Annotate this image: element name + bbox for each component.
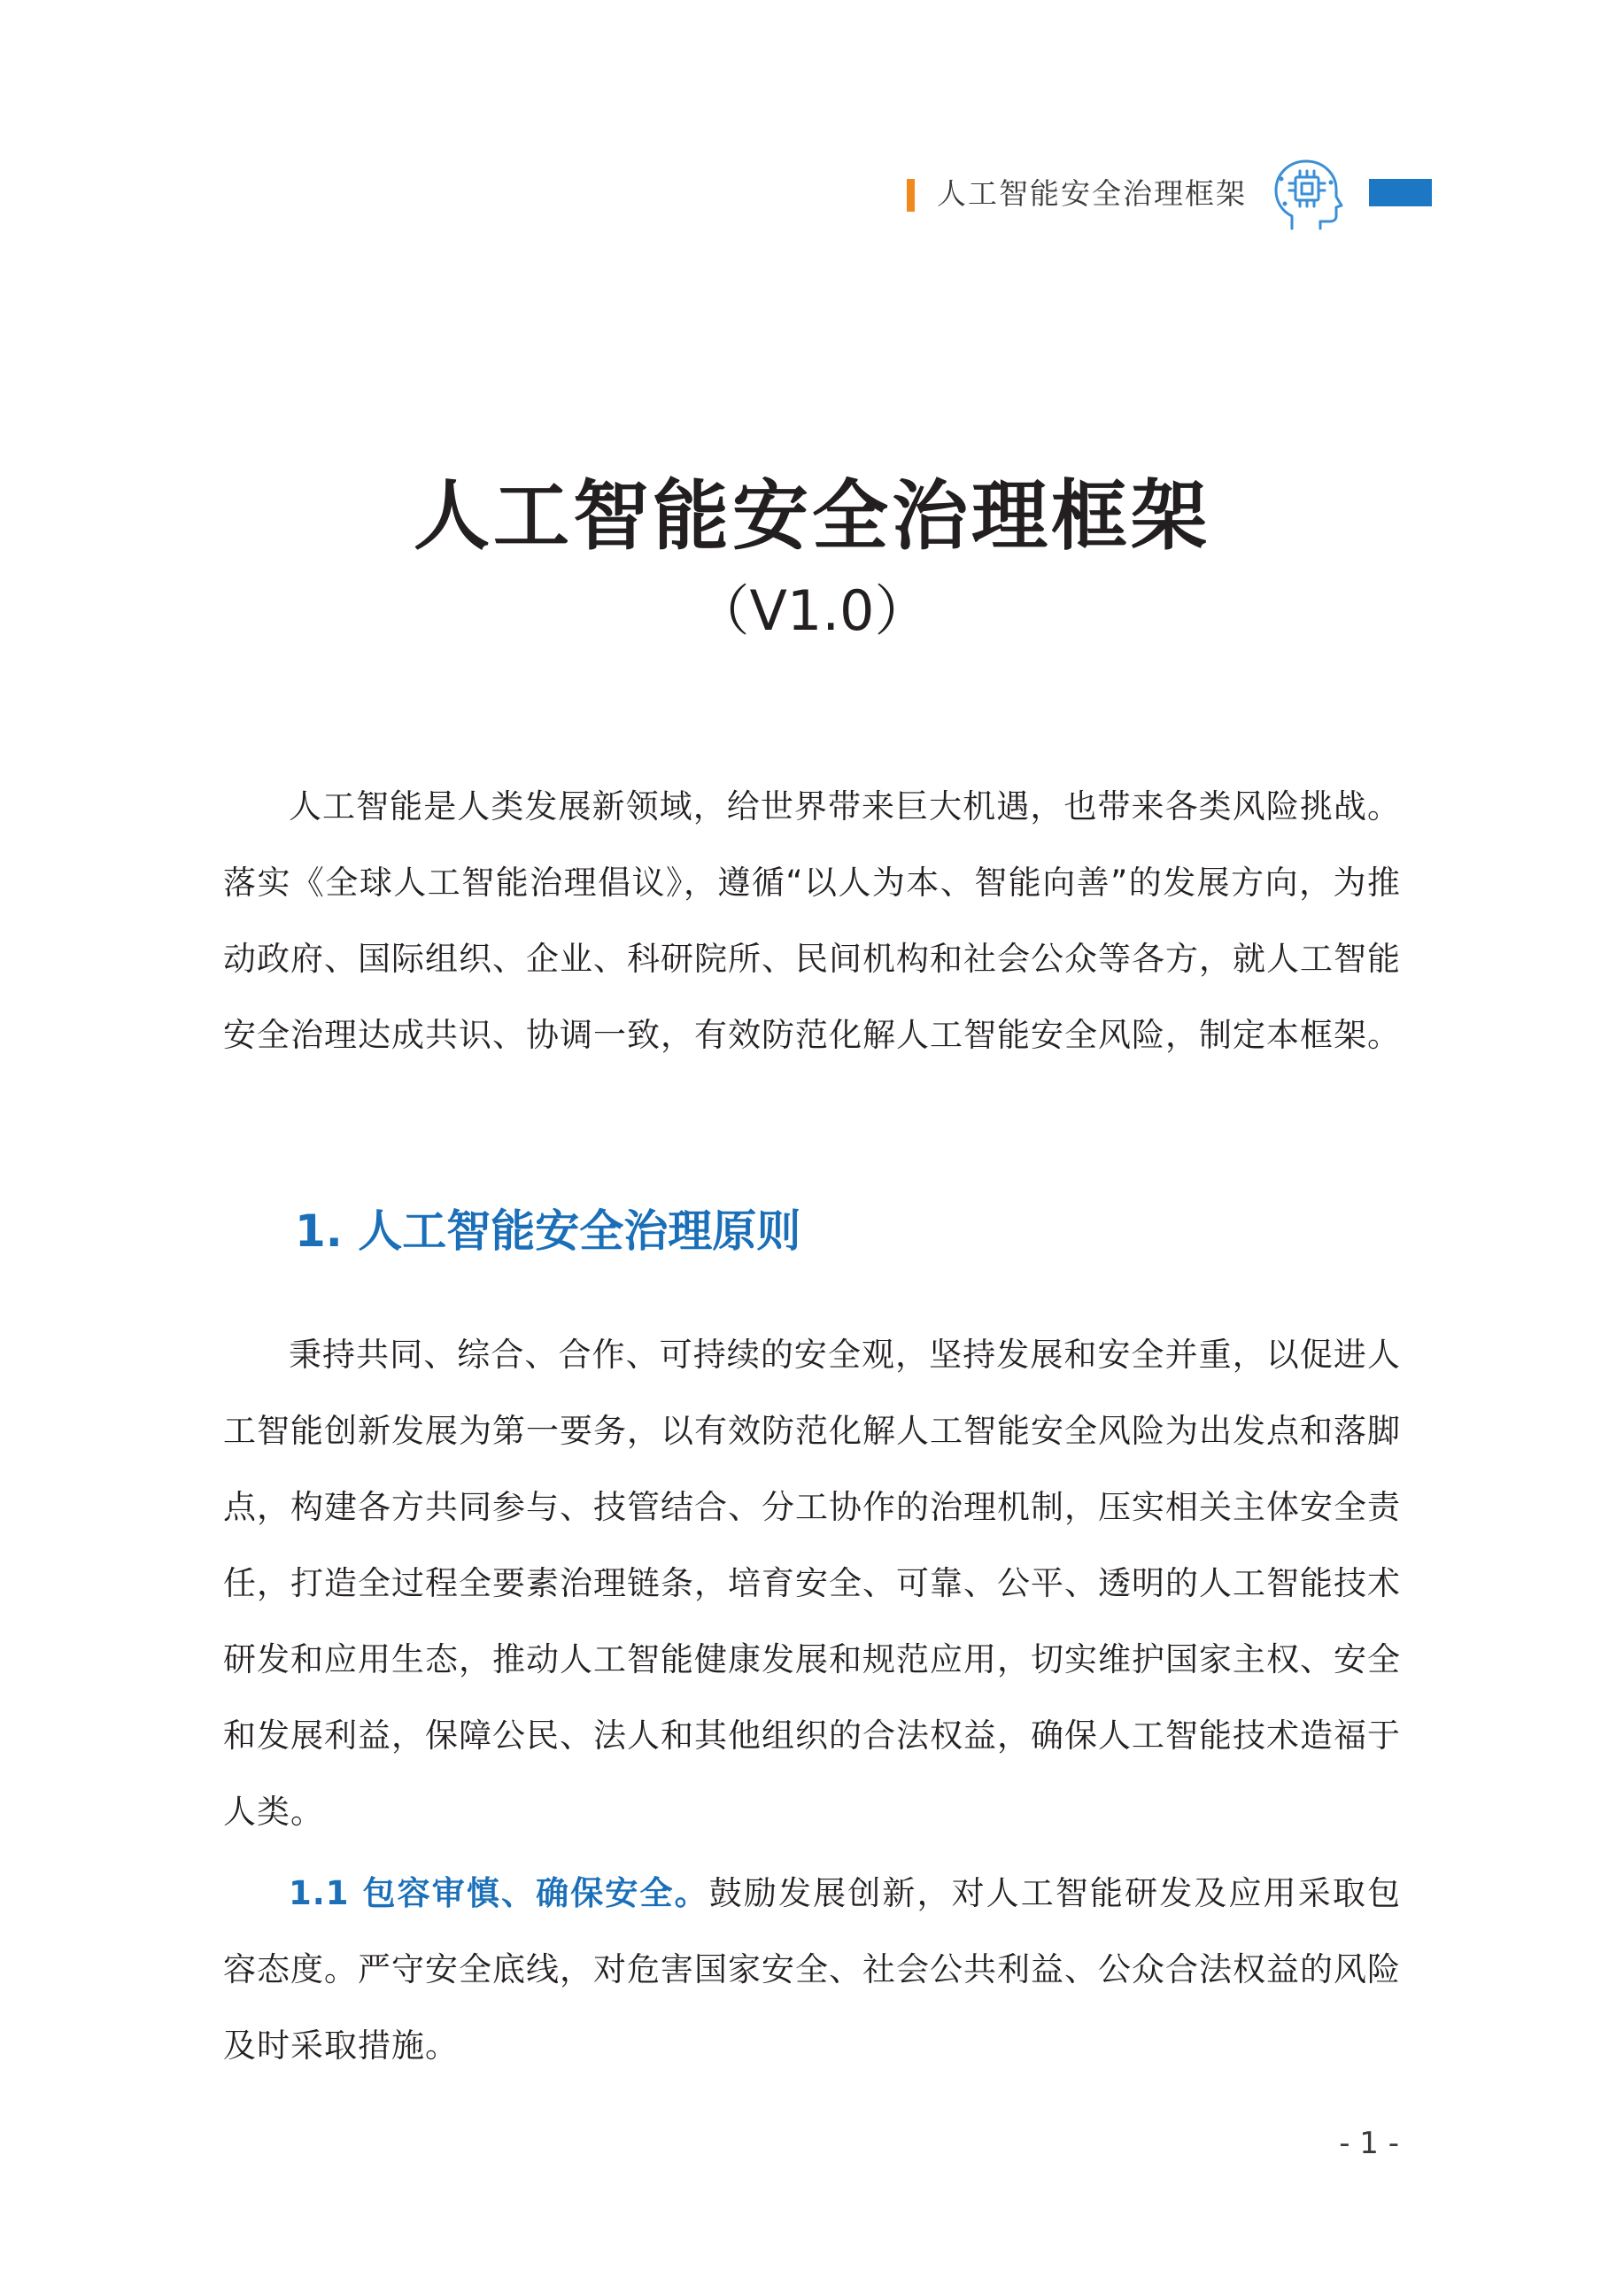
header-orange-bar bbox=[907, 179, 915, 212]
document-version: （V1.0） bbox=[694, 578, 930, 643]
document-title: 人工智能安全治理框架 bbox=[414, 472, 1210, 561]
subsection-paragraph bbox=[223, 1856, 1401, 2084]
page-header bbox=[0, 152, 1624, 241]
subsection-lead: 1.1 包容审慎、确保安全。 bbox=[289, 1874, 709, 1912]
header-title: 人工智能安全治理框架 bbox=[937, 176, 1247, 211]
intro-paragraph: 人工智能是人类发展新领域，给世界带来巨大机遇，也带来各类风险挑战。落实《全球人工智能治理倡议》，遵循“以人为本、智能向善”的发展方向，为推动政府、国际组织、企业、科研院所、民间机构和社会公众等各方，就人工智能安全治理达成共识、协调一致，有效防范化解人工智能安全风险，制定本框架。 bbox=[223, 787, 1401, 1054]
header-blue-block bbox=[1369, 179, 1432, 206]
principle-paragraph: 秉持共同、综合、合作、可持续的安全观，坚持发展和安全并重，以促进人工智能创新发展为第一要务，以有效防范化解人工智能安全风险为出发点和落脚点，构建各方共同参与、技管结合、分工协作的治理机制，压实相关主体安全责任，打造全过程全要素治理链条，培育安全、可靠、公平、透明的人工智能技术研发和应用生态，推动人工智能健康发展和规范应用，切实维护国家主权、安全和发展利益，保障公民、法人和其他组织的合法权益，确保人工智能技术造福于人类。 bbox=[223, 1336, 1401, 1831]
ai-head-chip-icon bbox=[1262, 152, 1350, 241]
page-number: - 1 - bbox=[1339, 2126, 1399, 2161]
subsection-body: 鼓励发展创新，对人工智能研发及应用采取包容态度。严守安全底线，对危害国家安全、社会公共利益、公众合法权益的风险及时采取措施。 bbox=[223, 1874, 1401, 2065]
section-heading: 1. 人工智能安全治理原则 bbox=[295, 1205, 801, 1257]
